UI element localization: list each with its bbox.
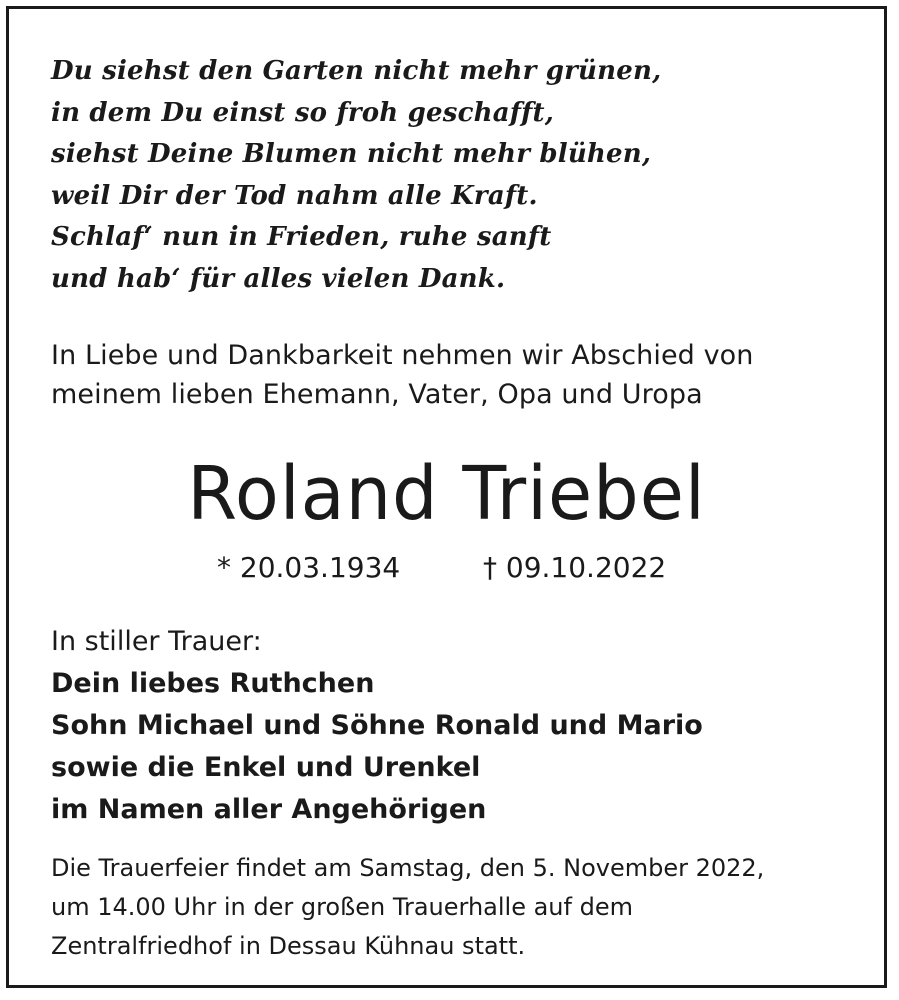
birth-date: * 20.03.1934 xyxy=(217,551,401,584)
mourner-line: sowie die Enkel und Urenkel xyxy=(51,752,481,783)
mourners-block xyxy=(51,621,703,831)
deceased-name: Roland Triebel xyxy=(187,451,706,537)
death-date: † 09.10.2022 xyxy=(483,551,667,584)
mourner-line: im Namen aller Angehörigen xyxy=(51,794,487,825)
memorial-poem xyxy=(51,51,661,300)
intro-line: meinem lieben Ehemann, Vater, Opa und Uropa xyxy=(51,379,703,410)
poem-line: Du siehst den Garten nicht mehr grünen, xyxy=(51,56,662,86)
mourning-lead: In stiller Trauer: xyxy=(51,626,262,657)
mourner-line: Dein liebes Ruthchen xyxy=(51,668,375,699)
poem-line: siehst Deine Blumen nicht mehr blühen, xyxy=(51,139,652,169)
obituary-notice xyxy=(6,6,887,988)
poem-line: in dem Du einst so froh geschafft, xyxy=(51,97,555,128)
poem-line: Schlaf‘ nun in Frieden, ruhe sanft xyxy=(51,222,552,252)
farewell-intro xyxy=(51,336,754,414)
service-line: Zentralfriedhof in Dessau Kühnau statt. xyxy=(51,932,526,960)
poem-line: weil Dir der Tod nahm alle Kraft. xyxy=(51,180,538,211)
service-line: um 14.00 Uhr in der großen Trauerhalle auf dem xyxy=(51,893,633,921)
service-line: Die Trauerfeier findet am Samstag, den 5. November 2022, xyxy=(51,854,765,882)
funeral-service-info xyxy=(51,849,764,966)
poem-line: und hab‘ für alles vielen Dank. xyxy=(51,263,506,294)
mourner-line: Sohn Michael und Söhne Ronald und Mario xyxy=(51,710,703,741)
intro-line: In Liebe und Dankbarkeit nehmen wir Abschied von xyxy=(51,340,754,371)
